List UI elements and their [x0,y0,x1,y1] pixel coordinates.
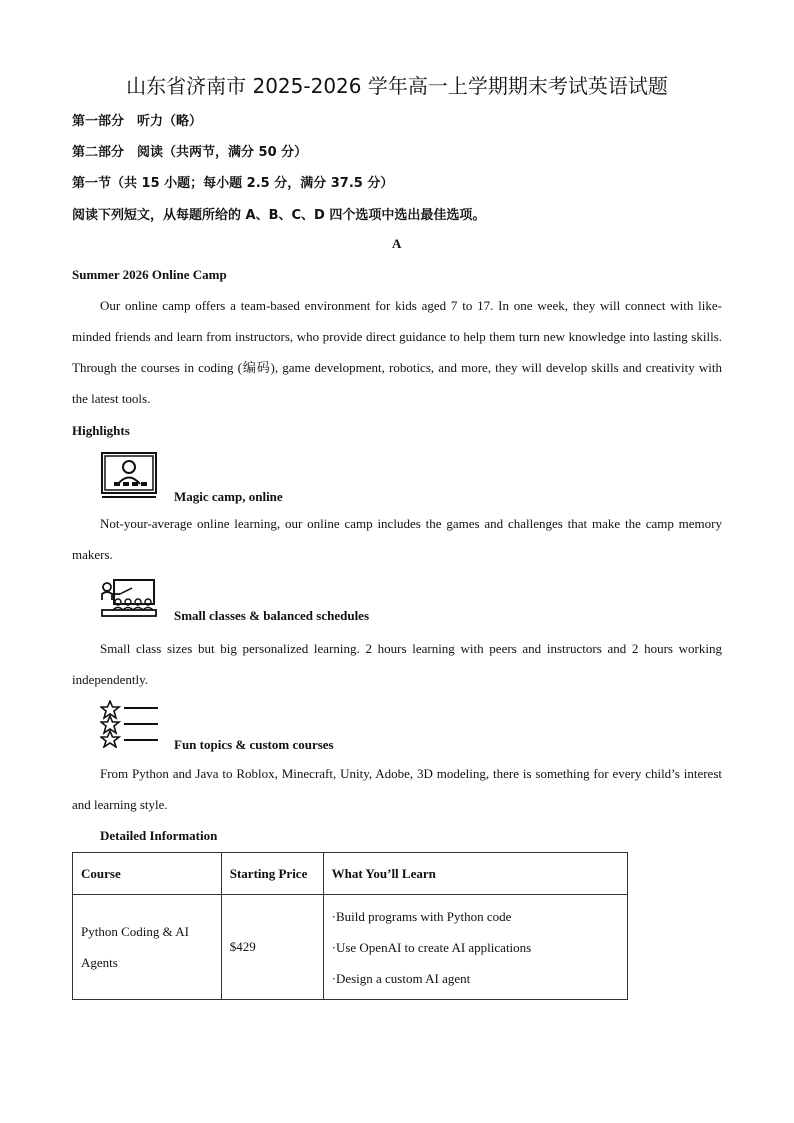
highlights-heading: Highlights [72,423,130,438]
learn-cell [323,895,627,1000]
part-one-heading: 第一部分 听力（略） [72,114,203,129]
table-header-row [73,853,628,895]
detail-heading: Detailed Information [100,828,218,843]
highlight-title: Magic camp, online [174,489,283,504]
page-title: 山东省济南市 2025-2026 学年高一上学期期末考试英语试题 [126,74,668,98]
column-header-learn: What You’ll Learn [323,853,627,895]
highlight-text: Small class sizes but big personalized learning. 2 hours learning with peers and instructors and 2 hours working independently. [72,641,722,687]
passage-letter: A [392,236,402,251]
price-cell: $429 [221,895,323,1000]
reading-instruction: 阅读下列短文，从每题所给的 A、B、C、D 四个选项中选出最佳选项。 [72,208,486,223]
column-header-course: Course [73,853,222,895]
classroom-icon [100,578,158,618]
section-one-heading: 第一节（共 15 小题；每小题 2.5 分，满分 37.5 分） [72,176,394,191]
part-two-heading: 第二部分 阅读（共两节，满分 50 分） [72,145,308,160]
star-list-icon [100,700,160,748]
table-row [73,895,628,1000]
highlight-text: From Python and Java to Roblox, Minecraft, Unity, Adobe, 3D modeling, there is something for every child’s interest and learning style. [72,766,722,812]
column-header-price: Starting Price [221,853,323,895]
highlight-title: Fun topics & custom courses [174,737,334,752]
learn-item: ·Use OpenAI to create AI applications [331,939,532,955]
course-table [72,852,628,1000]
presentation-screen-icon [100,451,158,499]
camp-title: Summer 2026 Online Camp [72,267,227,282]
course-name-cell: Python Coding & AI Agents [73,895,222,1000]
highlight-title: Small classes & balanced schedules [174,608,370,623]
intro-paragraph: Our online camp offers a team-based environment for kids aged 7 to 17. In one week, they will connect with like-minded friends and learn from instructors, who provide direct guidance to help them turn new knowledge into lasting skills. Through the courses in coding (编码), game development, robotics, and more, they will develop skills and creativity with the latest tools. [72,298,722,406]
learn-item: ·Design a custom AI agent [331,970,471,986]
learn-item: ·Build programs with Python code [331,908,512,924]
highlight-text: Not-your-average online learning, our online camp includes the games and challenges that make the camp memory makers. [72,516,722,562]
